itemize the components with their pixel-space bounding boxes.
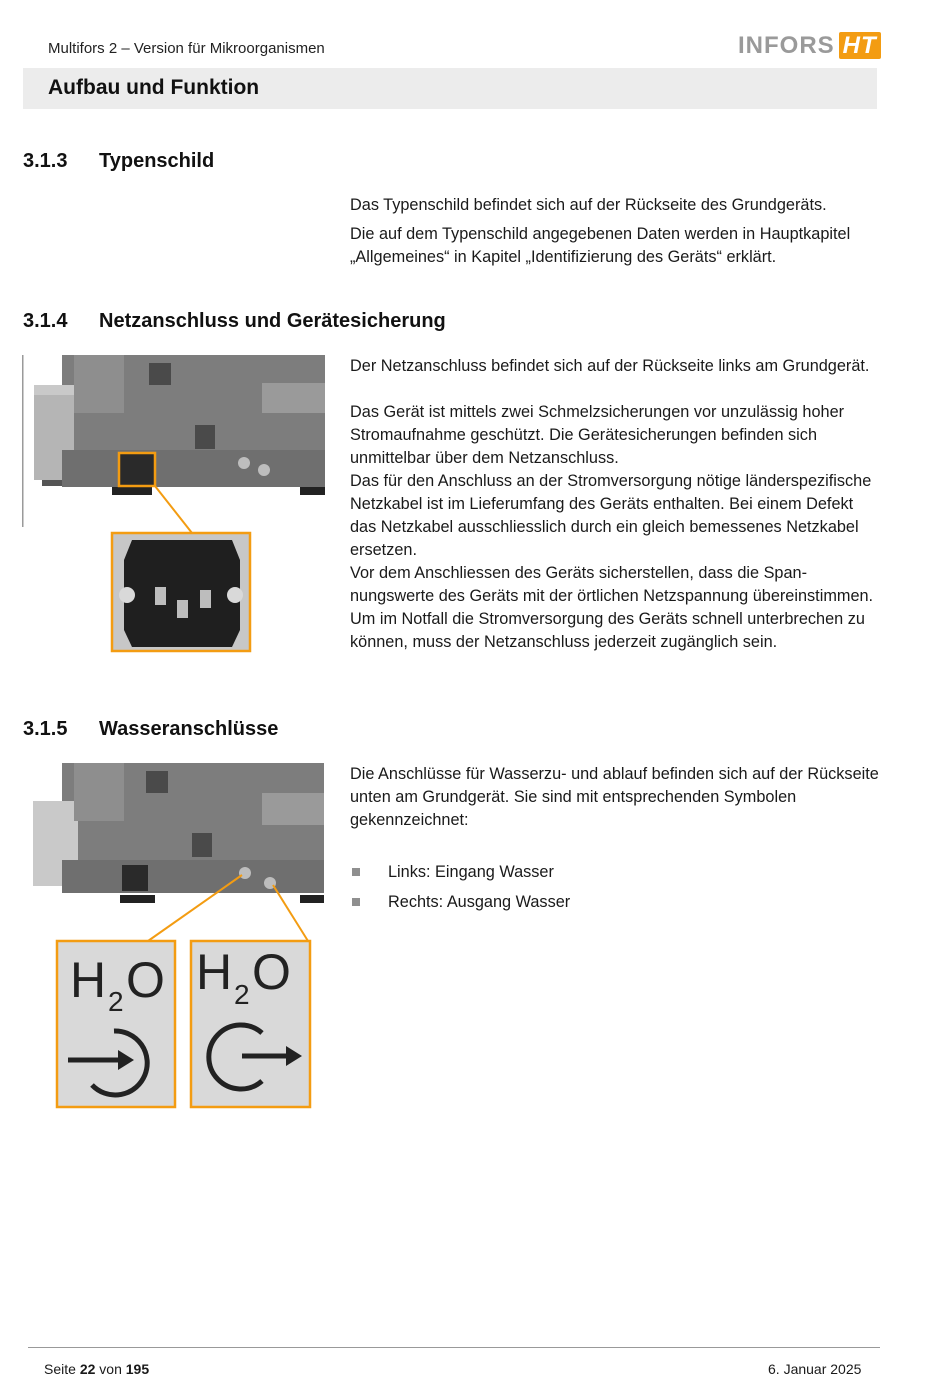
logo-text: INFORS — [738, 32, 835, 59]
leader-line-outlet — [273, 885, 308, 941]
footer-divider — [28, 1347, 880, 1348]
section-heading-wasseranschluesse — [23, 718, 278, 741]
section-number: 3.1.3 — [23, 150, 68, 172]
paragraph: Die auf dem Typenschild angegebenen Daten werden in Hauptkapitel „Allgemeines“ in Kapitel „Identifizierung des Geräts“ erklärt. — [350, 225, 851, 266]
paragraph: Das Typenschild befindet sich auf der Rückseite des Grundgeräts. — [350, 196, 827, 214]
paragraph: Das für den Anschluss an der Stromversorgung nötige länderspezifische Netzkabel ist im Lieferumfang des Geräts enthalten. Bei einem Defekt das Netzkabel ausschliesslich durch ein gleich bemessenes Netzkabel ersetzen. — [350, 472, 872, 559]
page-total: 195 — [125, 1361, 150, 1377]
power-connection-illustration — [22, 355, 327, 655]
section-heading-typenschild — [23, 150, 214, 173]
water-inlet-port — [239, 867, 251, 879]
symbol-subscript: 2 — [108, 986, 124, 1017]
footer-date: 6. Januar 2025 — [768, 1361, 862, 1377]
power-socket-detail — [112, 533, 250, 651]
section-title: Typenschild — [99, 150, 215, 172]
list-item: Links: Eingang Wasser — [350, 860, 570, 890]
page-prefix: Seite — [44, 1361, 76, 1377]
section-title: Netzanschluss und Gerätesicherung — [99, 310, 446, 332]
chapter-title: Aufbau und Funktion — [48, 76, 260, 99]
section-title: Wasseranschlüsse — [99, 718, 279, 740]
symbol-h: H — [196, 944, 233, 1000]
paragraph: Das Gerät ist mittels zwei Schmelzsicherungen vor unzulässig hoher Stromaufnahme geschützt. Die Gerätesicherungen befinden sich unmittelbar über dem Netzanschluss. — [350, 403, 845, 467]
symbol-h: H — [70, 952, 107, 1008]
page-current: 22 — [79, 1361, 96, 1377]
margin-line — [22, 355, 24, 527]
page-number — [44, 1361, 149, 1377]
section-heading-netzanschluss — [23, 310, 446, 333]
symbol-subscript: 2 — [234, 979, 250, 1010]
paragraph: Vor dem Anschliessen des Geräts sicherstellen, dass die Spannungswerte des Geräts mit der örtlichen Netzspannung übereinstimmen. Um im Notfall die Stromversorgung des Geräts schnell unterbrechen zu können, muss der Netzanschluss jederzeit zugänglich sein. — [350, 564, 874, 651]
list-item: Rechts: Ausgang Wasser — [350, 890, 570, 920]
document-title: Multifors 2 – Version für Mikroorganismen — [48, 40, 325, 57]
device-rear-view — [34, 355, 325, 495]
paragraph: Der Netzanschluss befindet sich auf der Rückseite links am Grundgerät. — [350, 357, 870, 375]
water-connection-illustration — [30, 763, 330, 1113]
water-outlet-symbol — [191, 941, 310, 1107]
infors-logo — [738, 32, 881, 60]
symbol-o: O — [126, 952, 165, 1008]
section-number: 3.1.4 — [23, 310, 68, 332]
device-rear-view — [33, 763, 324, 903]
water-inlet-symbol — [57, 941, 175, 1107]
symbol-o: O — [252, 944, 291, 1000]
power-socket-highlight — [119, 453, 155, 486]
page-separator: von — [99, 1361, 122, 1377]
logo-mark: HT — [839, 32, 881, 59]
section-number: 3.1.5 — [23, 718, 68, 740]
water-connection-list — [350, 860, 570, 920]
paragraph: Die Anschlüsse für Wasserzu- und ablauf befinden sich auf der Rückseite unten am Grundgerät. Sie sind mit entsprechenden Symbolen gekennzeichnet: — [350, 765, 879, 829]
leader-line — [155, 486, 192, 533]
